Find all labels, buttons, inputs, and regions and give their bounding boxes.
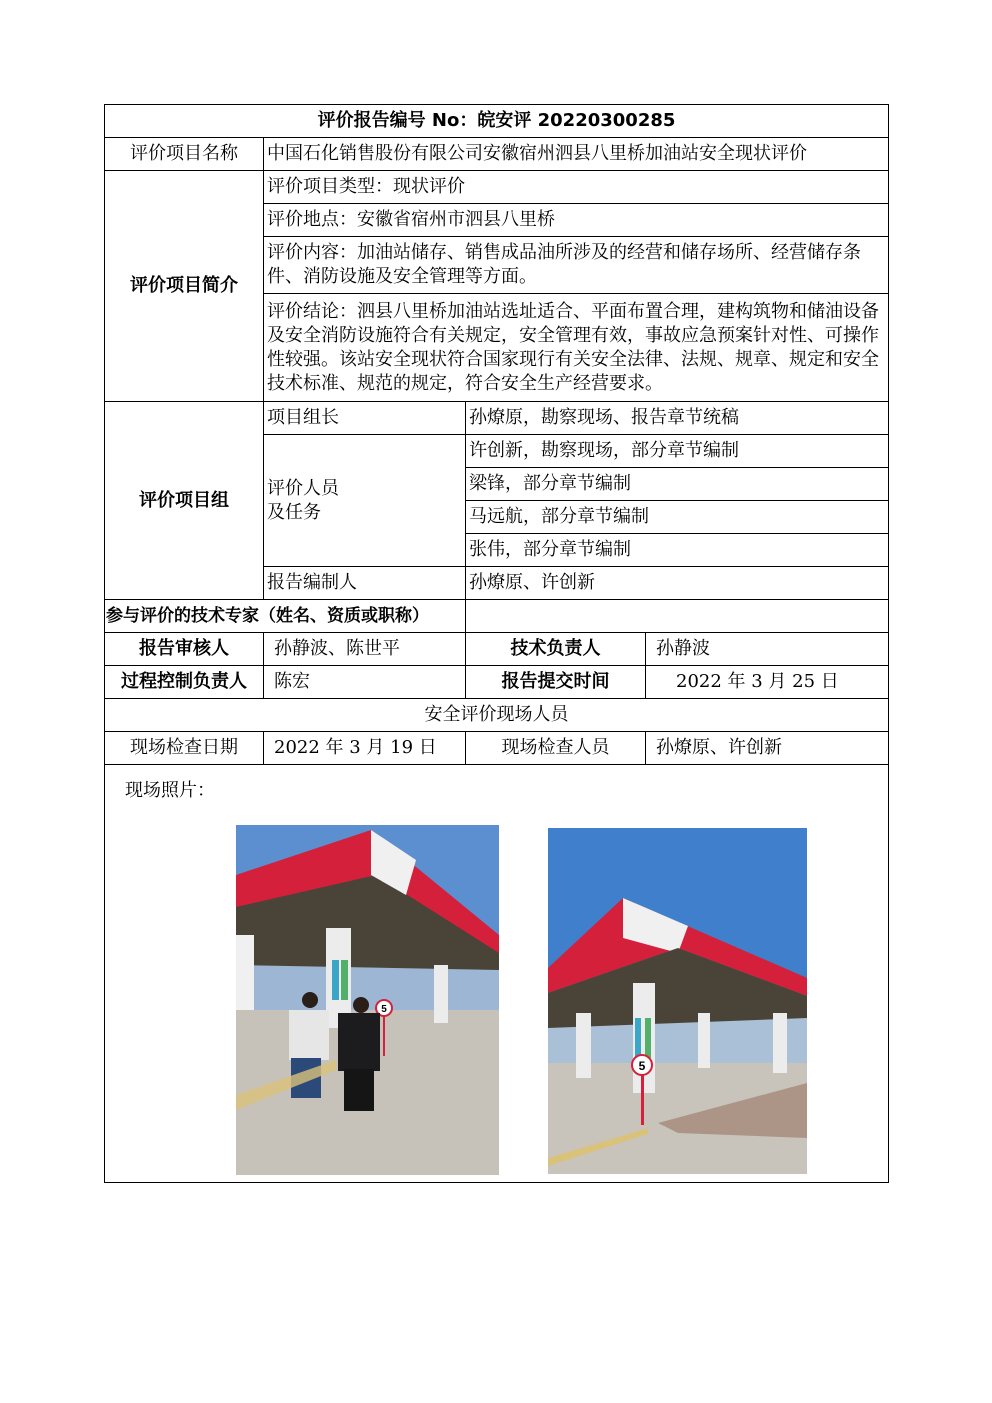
project-name-value: 中国石化销售股份有限公司安徽宿州泗县八里桥加油站安全现状评价: [264, 138, 889, 171]
compiler-label: 报告编制人: [264, 567, 466, 600]
team-label: 评价项目组: [105, 402, 264, 600]
team-leader-label: 项目组长: [264, 402, 466, 435]
team-leader-value: 孙燎原，勘察现场、报告章节统稿: [466, 402, 889, 435]
summary-conclusion: 评价结论：泗县八里桥加油站选址适合、平面布置合理，建构筑物和储油设备及安全消防设施符合有关规定，安全管理有效，事故应急预案针对性、可操作性较强。该站安全现状符合国家现行有关安全法律、法规、规章、规定和安全技术标准、规范的规定，符合安全生产经营要求。: [264, 294, 889, 402]
tech-lead-label: 技术负责人: [466, 633, 646, 666]
gas-station-photo-icon: [236, 825, 499, 1175]
team-member: 梁锋，部分章节编制: [466, 468, 889, 501]
site-date-value: 2022 年 3 月 19 日: [264, 732, 466, 765]
svg-text:5: 5: [381, 1004, 387, 1015]
process-control-value: 陈宏: [264, 666, 466, 699]
summary-content: 评价内容：加油站储存、销售成品油所涉及的经营和储存场所、经营储存条件、消防设施及安全管理等方面。: [264, 237, 889, 294]
submit-time-label: 报告提交时间: [466, 666, 646, 699]
tech-lead-value: 孙静波: [646, 633, 889, 666]
photos-section: [105, 765, 889, 1183]
summary-label: 评价项目简介: [105, 171, 264, 402]
gas-station-photo-icon: [548, 828, 807, 1174]
team-member: 张伟，部分章节编制: [466, 534, 889, 567]
reviewer-value: 孙静波、陈世平: [264, 633, 466, 666]
report-info-table: [104, 104, 889, 1183]
reviewer-label: 报告审核人: [105, 633, 264, 666]
summary-type: 评价项目类型：现状评价: [264, 171, 889, 204]
team-member: 马远航，部分章节编制: [466, 501, 889, 534]
compiler-value: 孙燎原、许创新: [466, 567, 889, 600]
site-photo-1: [236, 825, 499, 1175]
process-control-label: 过程控制负责人: [105, 666, 264, 699]
team-member: 许创新，勘察现场，部分章节编制: [466, 435, 889, 468]
site-date-label: 现场检查日期: [105, 732, 264, 765]
team-members-label-line1: 评价人员: [267, 477, 339, 499]
team-members-label: [264, 435, 466, 567]
site-section-title: 安全评价现场人员: [105, 699, 889, 732]
experts-label: 参与评价的技术专家（姓名、资质或职称）: [105, 600, 466, 633]
site-staff-label: 现场检查人员: [466, 732, 646, 765]
report-number: 评价报告编号 No：皖安评 20220300285: [105, 105, 889, 138]
summary-location: 评价地点：安徽省宿州市泗县八里桥: [264, 204, 889, 237]
photos-label: 现场照片：: [125, 780, 215, 801]
project-name-label: 评价项目名称: [105, 138, 264, 171]
experts-value: [466, 600, 889, 633]
site-staff-value: 孙燎原、许创新: [646, 732, 889, 765]
svg-text:5: 5: [638, 1059, 646, 1073]
submit-time-value: 2022 年 3 月 25 日: [646, 666, 889, 699]
team-members-label-line2: 及任务: [267, 501, 321, 523]
site-photo-2: [548, 828, 807, 1174]
report-page: [104, 104, 888, 1183]
